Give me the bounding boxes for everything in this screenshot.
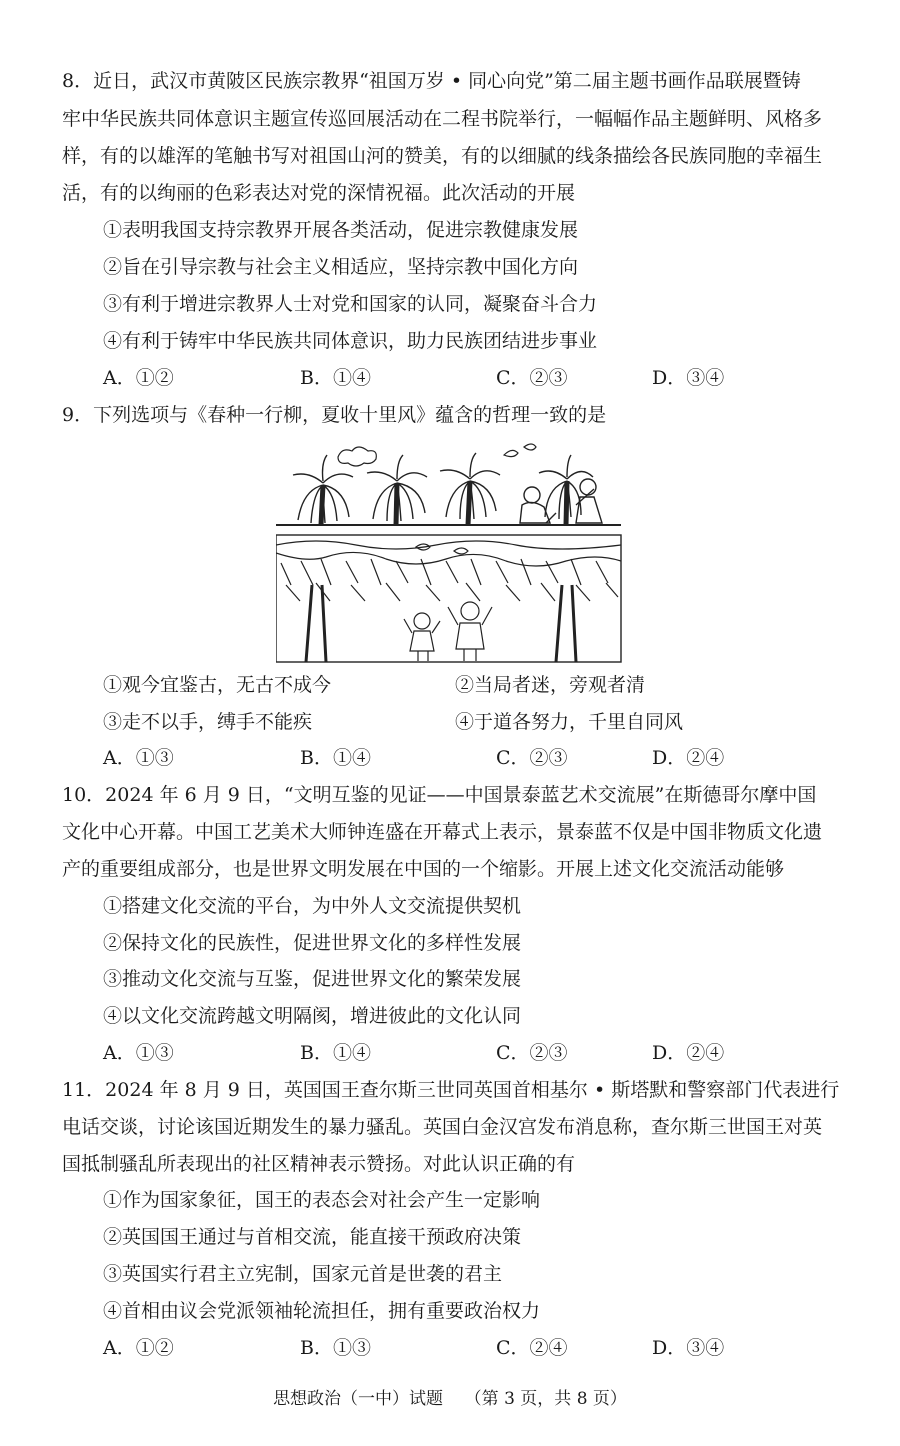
q9-choice-d: D．②④ <box>652 747 725 769</box>
q11-option-1: ①作为国家象征，国王的表态会对社会产生一定影响 <box>103 1189 541 1211</box>
q11-option-2: ②英国国王通过与首相交流，能直接干预政府决策 <box>103 1226 522 1248</box>
q9-option-3: ③走不以手，缚手不能疾 <box>103 711 313 733</box>
q8-option-1: ①表明我国支持宗教界开展各类活动，促进宗教健康发展 <box>103 219 579 241</box>
q9-options-row-1 <box>103 673 803 697</box>
q8-choice-d: D．③④ <box>652 367 725 389</box>
q10-option-1: ①搭建文化交流的平台，为中外人文交流提供契机 <box>103 895 522 917</box>
q9-stem: 9．下列选项与《春种一行柳，夏收十里风》蕴含的哲理一致的是 <box>62 404 607 426</box>
q9-option-4: ④于道各努力，千里自同风 <box>455 711 684 733</box>
q8-choice-b: B．①④ <box>300 367 371 389</box>
q9-option-2: ②当局者迷，旁观者清 <box>455 674 646 696</box>
q8-stem-line-4: 活，有的以绚丽的色彩表达对党的深情祝福。此次活动的开展 <box>62 182 576 204</box>
q11-stem-line-2: 电话交谈，讨论该国近期发生的暴力骚乱。英国白金汉宫发布消息称，查尔斯三世国王对英 <box>62 1116 823 1138</box>
q9-choice-a: A．①③ <box>103 747 174 769</box>
q8-option-3: ③有利于增进宗教界人士对党和国家的认同，凝聚奋斗合力 <box>103 293 598 315</box>
q8-stem-line-2: 牢中华民族共同体意识主题宣传巡回展活动在二程书院举行，一幅幅作品主题鲜明、风格多 <box>62 108 823 130</box>
q10-stem-line-1: 10．2024 年 6 月 9 日，“文明互鉴的见证——中国景泰蓝艺术交流展”在斯德哥尔摩中国 <box>62 784 817 806</box>
q8-choice-a: A．①② <box>103 367 174 389</box>
q11-option-4: ④首相由议会党派领袖轮流担任，拥有重要政治权力 <box>103 1300 541 1322</box>
q10-stem-line-3: 产的重要组成部分，也是世界文明发展在中国的一个缩影。开展上述文化交流活动能够 <box>62 858 785 880</box>
q11-choice-b: B．①③ <box>300 1337 371 1359</box>
q8-stem-line-1: 8．近日，武汉市黄陂区民族宗教界“祖国万岁 • 同心向党”第二届主题书画作品联展暨铸 <box>62 70 801 92</box>
q8-stem-line-3: 样，有的以雄浑的笔触书写对祖国山河的赞美，有的以细腻的线条描绘各民族同胞的幸福生 <box>62 145 823 167</box>
q10-option-3: ③推动文化交流与互鉴，促进世界文化的繁荣发展 <box>103 968 522 990</box>
q11-choice-d: D．③④ <box>652 1337 725 1359</box>
q10-choice-b: B．①④ <box>300 1042 371 1064</box>
q11-stem-line-1: 11．2024 年 8 月 9 日，英国国王查尔斯三世同英国首相基尔 • 斯塔默和警察部门代表进行 <box>62 1079 840 1101</box>
q11-stem-line-3: 国抵制骚乱所表现出的社区精神表示赞扬。对此认识正确的有 <box>62 1153 576 1175</box>
q9-choice-b: B．①④ <box>300 747 371 769</box>
page-footer: 思想政治（一中）试题 （第 3 页，共 8 页） <box>273 1389 627 1409</box>
q8-choices <box>103 366 803 390</box>
q11-choice-a: A．①② <box>103 1337 174 1359</box>
q10-option-4: ④以文化交流跨越文明隔阂，增进彼此的文化认同 <box>103 1005 522 1027</box>
cartoon-illustration <box>276 435 626 665</box>
q9-choice-c: C．②③ <box>496 747 568 769</box>
q9-option-1: ①观今宜鉴古，无古不成今 <box>103 674 332 696</box>
q8-option-2: ②旨在引导宗教与社会主义相适应，坚持宗教中国化方向 <box>103 256 579 278</box>
harvest-wind-panel <box>276 535 621 662</box>
q10-choice-c: C．②③ <box>496 1042 568 1064</box>
q10-choice-d: D．②④ <box>652 1042 725 1064</box>
q11-choices <box>103 1336 803 1360</box>
q10-stem-line-2: 文化中心开幕。中国工艺美术大师钟连盛在开幕式上表示，景泰蓝不仅是中国非物质文化遗 <box>62 821 823 843</box>
q9-choices <box>103 746 803 770</box>
q11-choice-c: C．②④ <box>496 1337 568 1359</box>
planting-panel <box>276 444 621 525</box>
q10-option-2: ②保持文化的民族性，促进世界文化的多样性发展 <box>103 932 522 954</box>
q9-options-row-2 <box>103 710 803 734</box>
q8-choice-c: C．②③ <box>496 367 568 389</box>
q11-option-3: ③英国实行君主立宪制，国家元首是世袭的君主 <box>103 1263 503 1285</box>
q10-choices <box>103 1041 803 1065</box>
q8-option-4: ④有利于铸牢中华民族共同体意识，助力民族团结进步事业 <box>103 330 598 352</box>
q10-choice-a: A．①③ <box>103 1042 174 1064</box>
